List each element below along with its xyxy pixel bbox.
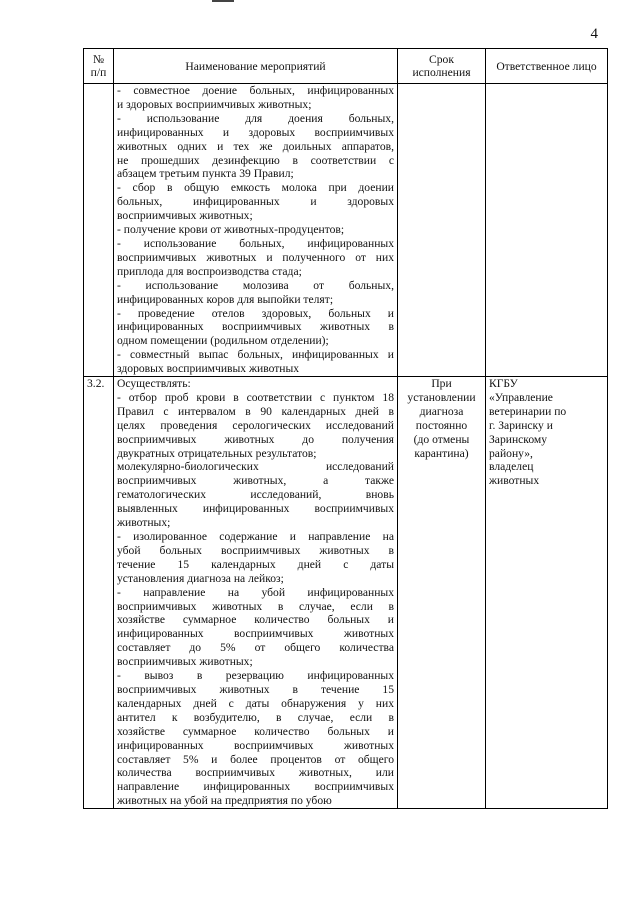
- top-edge-mark: [212, 0, 234, 2]
- row2-term: [398, 377, 486, 809]
- measure-text-line: составляет до 5% от общего количества: [117, 641, 394, 655]
- measure-text-line: инфицированных коров для выпойки телят;: [117, 292, 334, 306]
- measure-text-line: выявленных инфицированных восприимчивых: [117, 502, 394, 516]
- table-row-continuation: [84, 84, 608, 377]
- responsible-text-line: г. Заринску и: [489, 418, 553, 432]
- measure-text-line: двукратных отрицательных результатов;: [117, 446, 317, 460]
- term-text-line: диагноза: [419, 404, 464, 418]
- responsible-text-line: «Управление: [489, 390, 553, 404]
- row2-num: 3.2.: [84, 377, 114, 809]
- measure-text-line: - использование молозива от больных,: [117, 278, 394, 292]
- table-header-row: [84, 49, 608, 84]
- measure-text-line: хозяйстве суммарное количество больных и: [117, 613, 394, 627]
- measure-text-line: - направление на убой инфицированных: [117, 585, 394, 599]
- row2-measures-text: [114, 377, 398, 809]
- measure-text-line: - сбор в общую емкость молока при доении: [117, 181, 394, 195]
- term-text-line: При: [431, 377, 452, 391]
- measure-text-line: - проведение отелов здоровых, больных и: [117, 306, 394, 320]
- measure-text-line: восприимчивых животных;: [117, 655, 253, 669]
- responsible-text-line: КГБУ: [489, 377, 518, 391]
- measure-text-line: животных одних и тех же доильных аппаратов,: [117, 139, 394, 153]
- page-number: 4: [590, 26, 598, 42]
- responsible-text-line: животных: [489, 474, 540, 488]
- measure-text-line: приплода для воспроизводства стада;: [117, 264, 302, 278]
- measure-text-line: инфицированных восприимчивых животных: [117, 738, 394, 752]
- measure-text-line: - получение крови от животных-продуцентов;: [117, 223, 345, 237]
- measure-text-line: животных на убой на предприятия по убою: [117, 794, 332, 808]
- measure-text-line: животных;: [117, 516, 171, 530]
- measure-text-line: инфицированных восприимчивых животных: [117, 627, 394, 641]
- measure-text-line: Осуществлять:: [117, 377, 191, 391]
- measure-text-line: хозяйстве суммарное количество больных и: [117, 724, 394, 738]
- measure-text-line: восприимчивых животных, а также: [117, 474, 394, 488]
- header-responsible: Ответственное лицо: [486, 49, 608, 84]
- measure-text-line: здоровых восприимчивых животных: [117, 362, 300, 376]
- measure-text-line: восприимчивых животных в случае, если в: [117, 599, 394, 613]
- term-text-line: постоянно: [415, 418, 468, 432]
- responsible-text-line: владелец: [489, 460, 534, 474]
- term-text-line: установлении: [407, 390, 476, 404]
- measure-text-line: составляет 5% и более процентов от общего: [117, 752, 394, 766]
- measure-text-line: восприимчивых животных;: [117, 209, 253, 223]
- header-num: № п/п: [84, 49, 114, 84]
- measure-text-line: целях проведения серологических исследований: [117, 418, 394, 432]
- measure-text-line: направление инфицированных восприимчивых: [117, 780, 394, 794]
- responsible-text-line: району»,: [489, 446, 533, 460]
- measure-text-line: течение 15 календарных дней с даты: [117, 557, 394, 571]
- measure-text-line: - изолированное содержание и направление на: [117, 530, 394, 543]
- measure-text-line: количества восприимчивых животных, или: [117, 766, 394, 780]
- row1-num-cell: [84, 84, 114, 377]
- row1-responsible-cell: [486, 84, 608, 377]
- table-row-3-2: [84, 377, 608, 809]
- measure-text-line: - отбор проб крови в соответствии с пунктом 18: [117, 390, 394, 404]
- term-text-line: (до отмены: [413, 432, 470, 446]
- measure-text-line: - совместный выпас больных, инфицированных и: [117, 348, 394, 362]
- row1-term-cell: [398, 84, 486, 377]
- measure-text-line: не прошедших дезинфекцию в соответствии с: [117, 153, 394, 167]
- measure-text-line: - использование больных, инфицированных: [117, 236, 394, 250]
- measure-text-line: убой больных восприимчивых животных в: [117, 543, 394, 557]
- measures-table: [83, 48, 608, 809]
- measure-text-line: инфицированных восприимчивых животных в: [117, 320, 394, 334]
- measure-text-line: и здоровых восприимчивых животных;: [117, 97, 312, 111]
- header-name: Наименование мероприятий: [114, 49, 398, 84]
- measure-text-line: абзацем третьим пункта 39 Правил;: [117, 167, 294, 181]
- responsible-text-line: Заринскому: [489, 432, 548, 446]
- header-term: Срок исполнения: [398, 49, 486, 84]
- measure-text-line: гематологических исследований, вновь: [117, 488, 394, 502]
- responsible-text-line: ветеринарии по: [489, 404, 567, 418]
- measure-text-line: восприимчивых животных в течение 15: [117, 682, 394, 696]
- measure-text-line: - использование для доения больных,: [117, 111, 394, 125]
- row2-responsible: [486, 377, 608, 809]
- measure-text-line: молекулярно-биологических исследований: [117, 460, 394, 474]
- row1-measures-text: [114, 84, 398, 377]
- measure-text-line: одном помещении (родильном отделении);: [117, 334, 329, 348]
- measure-text-line: - вывоз в резервацию инфицированных: [117, 669, 394, 683]
- term-text-line: карантина): [414, 446, 469, 460]
- measure-text-line: восприимчивых животных до получения: [117, 432, 394, 446]
- measure-text-line: установления диагноза на лейкоз;: [117, 571, 284, 585]
- measure-text-line: восприимчивых животных и полученного от них: [117, 250, 394, 264]
- measure-text-line: - совместное доение больных, инфицированных: [117, 84, 394, 97]
- measure-text-line: календарных дней с даты обнаружения у них: [117, 696, 394, 710]
- measure-text-line: больных, инфицированных и здоровых: [117, 195, 394, 209]
- measure-text-line: инфицированных и здоровых восприимчивых: [117, 125, 394, 139]
- measure-text-line: антител к возбудителю, в случае, если в: [117, 710, 394, 724]
- measure-text-line: Правил с интервалом в 90 календарных дней в: [117, 404, 394, 418]
